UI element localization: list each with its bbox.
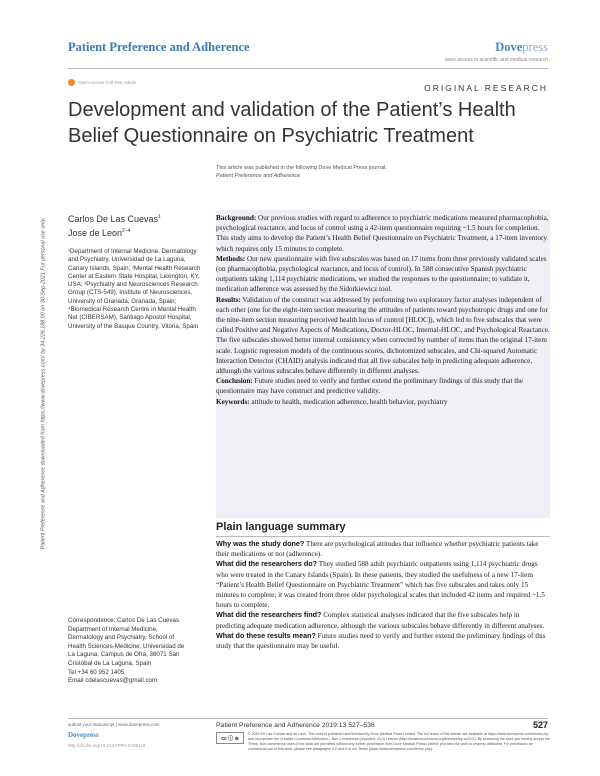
- open-access-label: [68, 79, 136, 86]
- author-2: [68, 225, 161, 239]
- abstract-body: Our new questionnaire with five subscales was based on 17 items from three previously validated scales (on pharmacophobia, psychological reactance, and locus of control). In 588 consecutive Spanish psychiatric outpatients taking 1,114 psychiatric medications, we studied the responses to the questionnaire; to validate it, medication adherence was assessed by the Sidorkiewicz tool.: [216, 254, 547, 294]
- abstract-box: [216, 210, 550, 518]
- correspondence-line: La Laguna, Campus de Ofra, 38071 San: [68, 651, 180, 659]
- abstract-keywords: [216, 397, 550, 407]
- pls-item: [216, 610, 550, 630]
- creative-commons-icon: cc ⓘ ⊜: [216, 732, 244, 744]
- footer-logo[interactable]: Dovepress: [68, 731, 99, 739]
- article-type: ORIGINAL RESEARCH: [424, 83, 548, 93]
- abstract-label: Keywords:: [216, 397, 250, 406]
- abstract-label: Background:: [216, 214, 257, 222]
- correspondence-line: Department of Internal Medicine,: [68, 625, 158, 633]
- header-divider: [68, 68, 548, 69]
- pls-question: What did the researchers do?: [216, 559, 318, 569]
- author-1: [68, 211, 161, 225]
- author-affil-sup: 2–4: [122, 228, 131, 234]
- plain-language-summary: [216, 539, 550, 651]
- footer-citation: Patient Preference and Adherence 2019:13 527–536: [216, 722, 375, 729]
- pls-question: What do these results mean?: [216, 630, 316, 640]
- publication-note-line: This article was published in the following Dove Medical Press journal:: [216, 165, 387, 171]
- abstract-methods: [216, 254, 550, 295]
- plain-language-divider: [216, 536, 550, 537]
- journal-name: Patient Preference and Adherence: [68, 40, 250, 54]
- pls-item: [216, 631, 550, 651]
- abstract-results: [216, 295, 550, 377]
- abstract-label: Conclusion:: [216, 377, 253, 386]
- page-number: 527: [532, 720, 548, 730]
- abstract-text: [216, 213, 550, 407]
- correspondence-block: [68, 617, 208, 686]
- pls-answer: They studied 588 adult psychiatric outpatients using 1,114 psychiatric drugs who were treated in the Canary Islands (Spain). In these patients, they studied the usefulness of a new 17-item “Patient’s Health Belief Questionnaire on Psychiatric Treatment” which has five subscales and takes only 15 minutes to complete; it was created from three older psychological scales that included 42 items and required ~1.5 hours to complete.: [216, 560, 545, 610]
- abstract-label: Methods:: [216, 254, 246, 263]
- pls-question: What did the researchers find?: [216, 610, 322, 620]
- article-title: Development and validation of the Patient’s Health Belief Questionnaire on Psychiatric Treatment: [68, 99, 516, 147]
- author-list: [68, 211, 161, 239]
- publication-note: [216, 164, 546, 180]
- open-access-icon: [68, 79, 75, 86]
- correspondence-line: Correspondence: Carlos De Las Cuevas: [68, 617, 180, 624]
- publisher-logo-bold: Dove: [495, 40, 523, 54]
- publisher-logo: [495, 40, 548, 55]
- abstract-body: attitude to health, medication adherence, health behavior, psychiatry: [249, 397, 448, 406]
- pls-question: Why was the study done?: [216, 539, 305, 548]
- footer-divider: [68, 718, 548, 719]
- pls-item: [216, 559, 550, 610]
- correspondence-line: Dermatology and Psychiatry, School of: [68, 634, 175, 642]
- author-name: Carlos De Las Cuevas: [68, 214, 159, 224]
- abstract-conclusion: [216, 376, 550, 396]
- author-name: Jose de Leon: [68, 228, 123, 238]
- license-row: [216, 732, 550, 752]
- download-note: Patient Preference and Adherence downloaded from https://www.dovepress.com/ by 34.226.188.90 on 30-Sep-2021 For personal use only.: [40, 217, 47, 550]
- correspondence-line: Tel +34 60 952 1405: [68, 668, 125, 676]
- doi-link[interactable]: http://dx.doi.org/10.2147/PPA.S196116: [68, 743, 146, 748]
- abstract-label: Results:: [216, 295, 241, 304]
- abstract-body: Our previous studies with regard to adherence to psychiatric medications measured pharmacophobia, psychological reactance, and locus of control using a 42-item questionnaire requiring ~1.5 hours for completion. This study aims to develop the Patient’s Health Belief Questionnaire on Psychiatric Treatment, a 17-item inventory which requires only 15 minutes to complete.: [216, 214, 549, 253]
- publisher-tagline: open access to scientific and medical research: [444, 57, 548, 63]
- open-access-text: Open Access Full Text Article: [78, 80, 136, 85]
- pls-answer: Future studies need to verify and further extend the preliminary findings of this study that the questionnaire may be useful.: [216, 631, 546, 651]
- pls-answer: There are psychological attitudes that influence whether psychiatric patients take their medications or not (adherence).: [216, 540, 539, 559]
- publication-note-journal: Patient Preference and Adherence: [216, 173, 301, 179]
- pls-item: [216, 539, 550, 559]
- pls-answer: Complex statistical analyses indicated that the five subscales help in predicting adequate medication adherence, although the various subscales behave differently in different analyses.: [216, 611, 545, 630]
- plain-language-heading: Plain language summary: [216, 521, 346, 533]
- author-affil-sup: 1: [158, 214, 161, 220]
- submit-manuscript-link[interactable]: submit your manuscript | www.dovepress.com: [68, 722, 160, 727]
- correspondence-email[interactable]: Email cdelascuevas@gmail.com: [68, 677, 158, 685]
- correspondence-line: Cristóbal de La Laguna, Spain: [68, 659, 152, 667]
- correspondence-line: Health Sciences-Medicine, Universidad de: [68, 642, 185, 650]
- abstract-background: [216, 213, 550, 254]
- license-text: © 2019 De Las Cuevas and de Leon. This work is published and licensed by Dove Medical Press Limited. The full terms of this license are available at https://www.dovepress.com/terms.php and incorporate the Creative Commons Attribution – Non Commercial (unported, v3.0) License (http://creativecommons.org/licenses/by-nc/3.0/). By accessing the work you hereby accept the Terms. Non-commercial uses of the work are permitted without any further permission from Dove Medical Press Limited, provided the work is properly attributed. For permission for commercial use of this work, please see paragraphs 4.2 and 5 of our Terms (https://www.dovepress.com/terms.php).: [248, 732, 550, 751]
- affiliations: ¹Department of Internal Medicine, Dermatology and Psychiatry, Universidad de La Laguna, Canary Islands, Spain; ²Mental Health Research Center at Eastern State Hospital, Lexington, KY, USA; ³Psychiatry and Neurosciences Research Group (CTS-549), Institute of Neurosciences, University of Granada, Granada, Spain; ⁴Biomedical Research Centre in Mental Health Net (CIBERSAM), Santiago Apostol Hospital, University of the Basque Country, Vitoria, Spain: [68, 248, 201, 330]
- download-sidebar: [34, 120, 54, 660]
- publisher-logo-light: press: [522, 40, 548, 54]
- abstract-body: Future studies need to verify and further extend the preliminary findings of this study that the questionnaire may have construct and predictive validity.: [216, 377, 524, 396]
- abstract-body: Validation of the construct was addressed by performing two exploratory factor analyses independent of each other (one for the eight-item section measuring the attitudes of patients toward psychotropic drugs and one for the nine-item section measuring perceived health locus of control [HLOC]), which led to five subscales that were called Positive and Negative Aspects of Medications, Doctor-HLOC, Internal-HLOC, and Psychological Reactance. The five subscales showed better internal consistency when corrected by number of items than the original 17-item scale. Logistic regression models of the continuous scores, dichotomized subscales, and Chi-squared Automatic Interaction Detector (CHAID) analysis indicated that all five subscales help in predicting adequate adherence, although the various subscales behave differently in different analyses.: [216, 295, 550, 376]
